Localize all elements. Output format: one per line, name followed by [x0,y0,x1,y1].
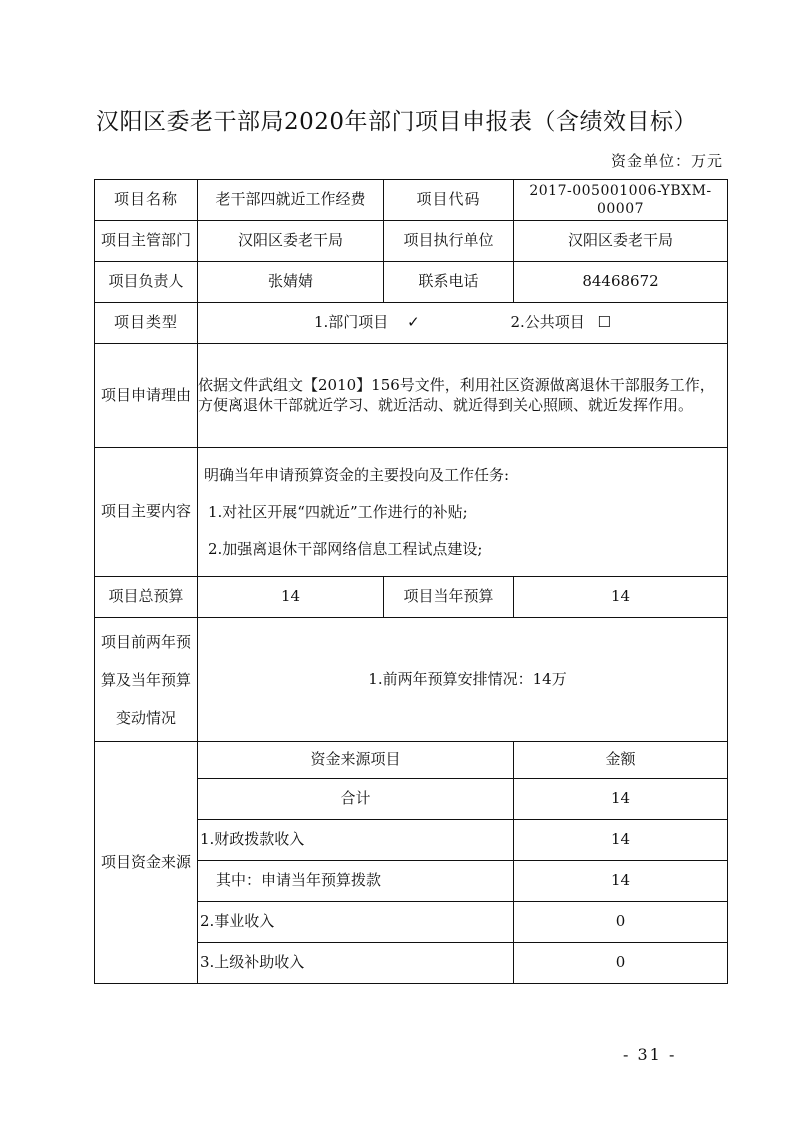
funding-item-name: 3.上级补助收入 [198,943,514,984]
funding-item-amount: 14 [514,861,728,902]
year-budget-label: 项目当年预算 [384,577,514,618]
project-code-value: 2017-005001006-YBXM-00007 [514,180,728,221]
owner-value: 张婧婧 [198,262,384,303]
funding-source-header: 资金来源项目 [198,742,514,779]
funding-source-label: 项目资金来源 [95,742,198,984]
project-type-options [198,303,728,344]
funding-item-name: 合计 [198,779,514,820]
row-budget-change [95,618,728,742]
total-budget-value: 14 [198,577,384,618]
fund-unit: 资金单位：万元 [610,152,723,170]
reason-label: 项目申请理由 [95,344,198,448]
row-budget [95,577,728,618]
project-name-label: 项目名称 [95,180,198,221]
department-value: 汉阳区委老干局 [198,221,384,262]
funding-item-amount: 14 [514,779,728,820]
funding-item-amount: 14 [514,820,728,861]
project-type-label: 项目类型 [95,303,198,344]
project-code-label: 项目代码 [384,180,514,221]
row-owner [95,262,728,303]
phone-value: 84468672 [514,262,728,303]
funding-item-name: 1.财政拨款收入 [198,820,514,861]
funding-item-name: 其中：申请当年预算拨款 [198,861,514,902]
row-reason [95,344,728,448]
year-budget-value: 14 [514,577,728,618]
department-label: 项目主管部门 [95,221,198,262]
funding-item-name: 2.事业收入 [198,902,514,943]
total-budget-label: 项目总预算 [95,577,198,618]
page-title: 汉阳区委老干部局2020年部门项目申报表（含绩效目标） [95,109,698,135]
checkbox-empty-icon: ☐ [597,313,611,332]
row-project-type [95,303,728,344]
content-line: 2.加强离退休干部网络信息工程试点建设; [208,539,483,558]
funding-header-row [95,742,728,779]
phone-label: 联系电话 [384,262,514,303]
page-number: - 31 - [623,1045,677,1064]
exec-unit-label: 项目执行单位 [384,221,514,262]
type-option-public: 2.公共项目 [510,313,585,332]
funding-item-amount: 0 [514,943,728,984]
funding-item-amount: 0 [514,902,728,943]
budget-change-label: 项目前两年预算及当年预算变动情况 [95,618,198,742]
content-text [198,448,728,577]
funding-amount-header: 金额 [514,742,728,779]
row-project-name [95,180,728,221]
project-name-value: 老干部四就近工作经费 [198,180,384,221]
type-option-dept: 1.部门项目 [314,313,389,332]
content-line: 1.对社区开展“四就近”工作进行的补贴; [208,502,468,521]
row-department [95,221,728,262]
owner-label: 项目负责人 [95,262,198,303]
row-content [95,448,728,577]
content-label: 项目主要内容 [95,448,198,577]
project-form-table [94,179,728,984]
check-icon: ✓ [407,313,420,332]
content-line: 明确当年申请预算资金的主要投向及工作任务: [204,465,510,484]
budget-change-text: 1.前两年预算安排情况：14万 [198,618,728,742]
reason-text: 依据文件武组文【2010】156号文件，利用社区资源做离退休干部服务工作，方便离退休干部就近学习、就近活动、就近得到关心照顾、就近发挥作用。 [198,344,728,448]
exec-unit-value: 汉阳区委老干局 [514,221,728,262]
